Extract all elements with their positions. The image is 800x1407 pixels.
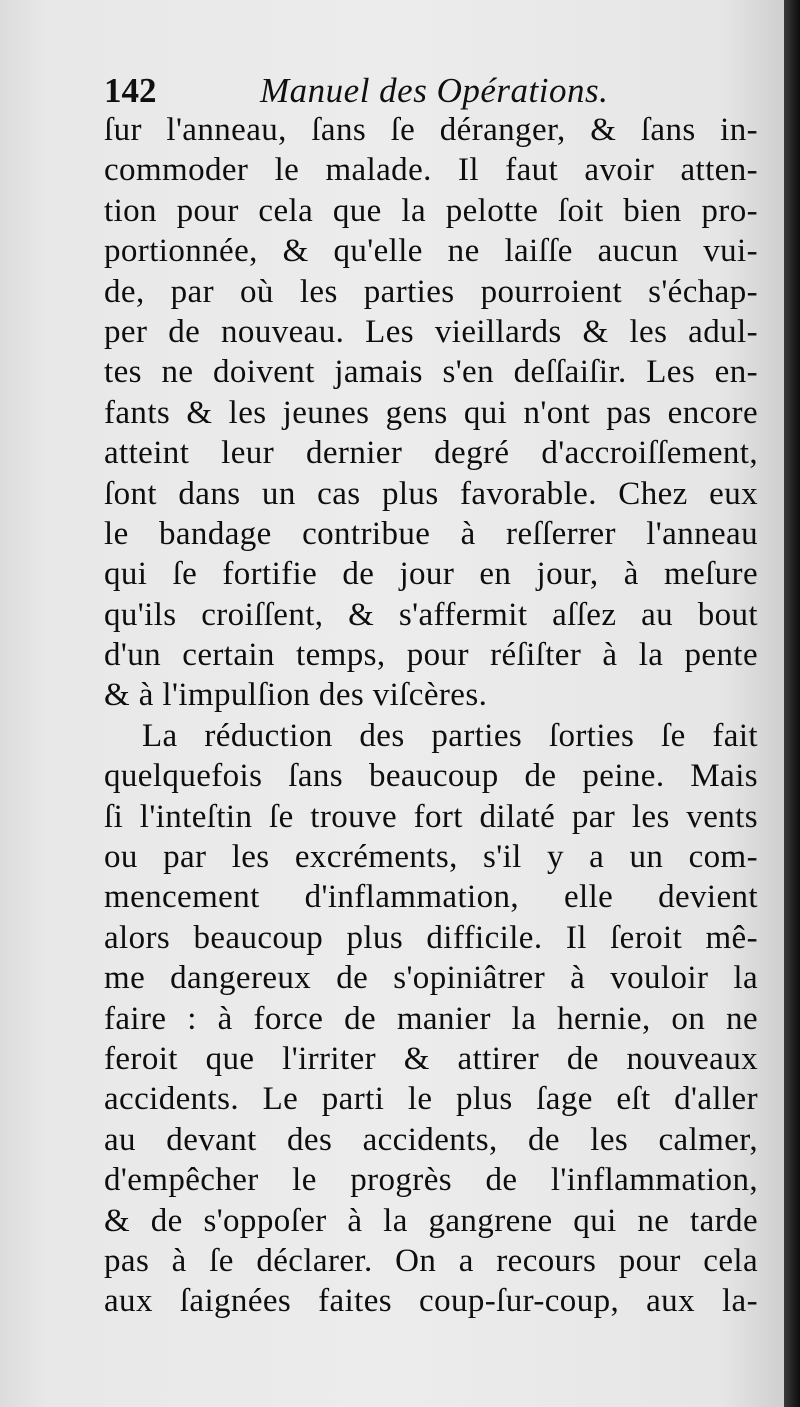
text-line: atteint leur dernier degré d'accroiſſement, [104,435,758,472]
text-line: ſur l'anneau, ſans ſe déranger, & ſans in- [104,112,758,148]
text-line: d'un certain temps, pour réſiſter à la pente [104,637,758,674]
text-line: La réduction des parties ſorties ſe fait [142,717,758,754]
text-line: faire : à force de manier la hernie, on ne [104,1000,758,1037]
text-line: pas à ſe déclarer. On a recours pour cela [104,1242,758,1279]
running-title: Manuel des Opérations. [260,71,609,110]
text-line: me dangereux de s'opiniâtrer à vouloir la [104,960,758,997]
page-edge-shadow [784,0,800,1407]
text-line: de, par où les parties pourroient s'échap- [104,273,758,310]
body-text [104,110,758,1322]
text-line: & de s'oppoſer à la gangrene qui ne tarde [104,1202,758,1239]
text-line: accidents. Le parti le plus ſage eſt d'aller [104,1081,758,1118]
text-line: feroit que l'irriter & attirer de nouveaux [104,1040,758,1077]
text-line: au devant des accidents, de les calmer, [104,1121,758,1158]
text-line: qu'ils croiſſent, & s'affermit aſſez au bout [104,596,758,633]
text-line: mencement d'inflammation, elle devient [104,879,758,916]
text-line: ſont dans un cas plus favorable. Chez eux [104,475,758,512]
text-line: & à l'impulſion des viſcères. [104,677,488,714]
text-line: tes ne doivent jamais s'en deſſaiſir. Les en- [104,354,758,391]
text-line: per de nouveau. Les vieillards & les adul- [104,313,758,350]
text-line: qui ſe fortifie de jour en jour, à meſure [104,556,758,593]
text-line: aux ſaignées faites coup-ſur-coup, aux la- [104,1283,758,1320]
text-line: tion pour cela que la pelotte ſoit bien pro- [104,192,758,229]
text-line: alors beaucoup plus difficile. Il ſeroit mê- [104,919,758,956]
text-line: commoder le malade. Il faut avoir atten- [104,152,758,189]
text-line: fants & les jeunes gens qui n'ont pas encore [104,394,758,431]
text-line: portionnée, & qu'elle ne laiſſe aucun vui- [104,233,758,270]
text-line: le bandage contribue à reſſerrer l'anneau [104,515,758,552]
text-line: ou par les excréments, s'il y a un com- [104,839,758,876]
page-number: 142 [104,71,157,110]
text-line: ſi l'inteſtin ſe trouve fort dilaté par les vents [104,798,758,835]
page-header [104,68,764,114]
text-line: quelquefois ſans beaucoup de peine. Mais [104,758,758,795]
text-line: d'empêcher le progrès de l'inflammation, [104,1162,758,1199]
